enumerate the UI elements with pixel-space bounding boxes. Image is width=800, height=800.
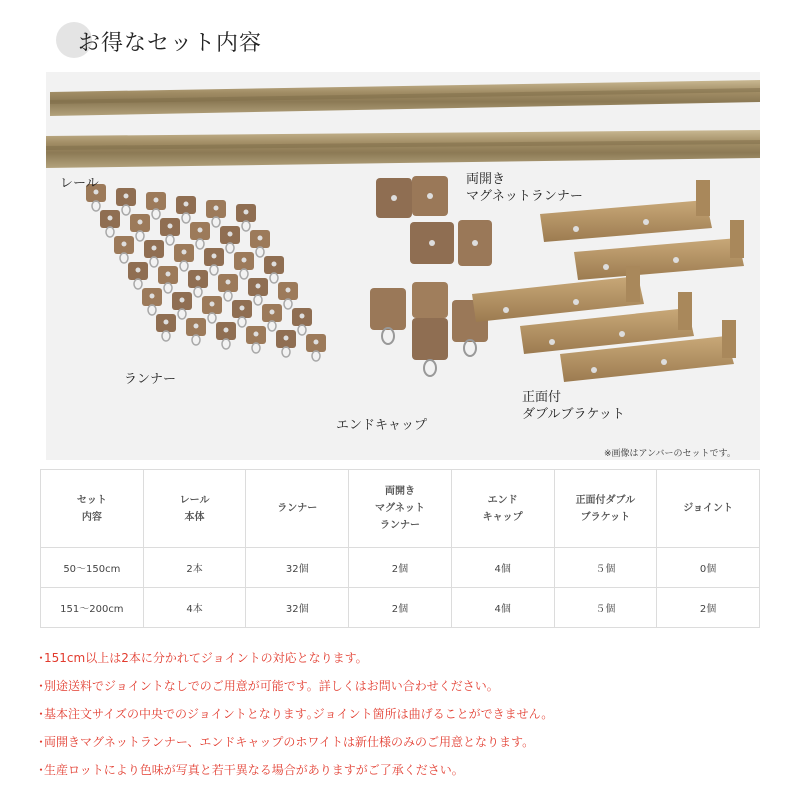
header-rail: レール 本体: [143, 470, 246, 548]
header-bracket: 正面付ダブル ブラケット: [554, 470, 657, 548]
runner-rivet: [108, 216, 113, 221]
note-item: ･生産ロットにより色味が写真と若干異なる場合がありますがご了承ください。: [38, 763, 464, 777]
label-bracket-line1: 正面付: [522, 390, 562, 405]
runner-rivet: [244, 210, 249, 215]
runner-hook: [208, 313, 216, 323]
runner-hook: [312, 351, 320, 361]
runner-hook: [120, 253, 128, 263]
section-heading: [56, 16, 356, 64]
runner-hook: [192, 335, 200, 345]
set-contents-table: [40, 469, 760, 628]
runner-rivet: [198, 228, 203, 233]
end-cap-group: [370, 282, 488, 376]
runner-rivet: [254, 332, 259, 337]
runner-hook: [222, 339, 230, 349]
runner-hook: [224, 291, 232, 301]
cell-rail: 4本: [143, 588, 246, 628]
header-joint: ジョイント: [657, 470, 760, 548]
runner-hook: [106, 227, 114, 237]
runner-hook: [226, 243, 234, 253]
runner-rivet: [240, 306, 245, 311]
cell-rail: 2本: [143, 548, 246, 588]
runner-hook: [150, 257, 158, 267]
note-item: ･別途送料でジョイントなしでのご用意が可能です。詳しくはお問い合わせください。: [38, 679, 499, 693]
header-end-cap: エンド キャップ: [451, 470, 554, 548]
label-magnet-runner-line2: マグネットランナー: [466, 189, 583, 204]
product-illustration: [46, 72, 760, 460]
cell-end-cap: 4個: [451, 548, 554, 588]
bracket-group: [472, 180, 744, 382]
runner-rivet: [314, 340, 319, 345]
runner-rivet: [258, 236, 263, 241]
runner-hook: [122, 205, 130, 215]
runner-hook: [182, 213, 190, 223]
runner-hook: [148, 305, 156, 315]
label-rail: レール: [60, 176, 99, 191]
runner-hook: [196, 239, 204, 249]
table-row: [41, 548, 760, 588]
runner-rivet: [194, 324, 199, 329]
runner-hook: [194, 287, 202, 297]
runner-hook: [210, 265, 218, 275]
rail-bar-1: [50, 80, 760, 116]
runner-hook: [92, 201, 100, 211]
label-end-cap: エンドキャップ: [336, 418, 428, 433]
runner-hook: [268, 321, 276, 331]
rail-bar-2: [46, 130, 760, 168]
cell-magnet-runner: 2個: [349, 548, 452, 588]
runner-rivet: [212, 254, 217, 259]
runner-rivet: [180, 298, 185, 303]
runner-rivet: [138, 220, 143, 225]
cell-joint: 0個: [657, 548, 760, 588]
runner-hook: [284, 299, 292, 309]
runner-rivet: [184, 202, 189, 207]
runner-rivet: [300, 314, 305, 319]
table-header-row: [41, 470, 760, 548]
runner-rivet: [150, 294, 155, 299]
runner-rivet: [226, 280, 231, 285]
label-magnet-runner-line1: 両開き: [466, 172, 506, 187]
runner-hook: [162, 331, 170, 341]
runner-hook: [152, 209, 160, 219]
runner-group: [86, 184, 326, 361]
header-runner: ランナー: [246, 470, 349, 548]
runner-rivet: [196, 276, 201, 281]
runner-rivet: [124, 194, 129, 199]
cell-bracket: ５個: [554, 588, 657, 628]
runner-hook: [178, 309, 186, 319]
header-magnet-runner: 両開き マグネット ランナー: [349, 470, 452, 548]
runner-rivet: [168, 224, 173, 229]
heading-text: お得なセット内容: [78, 31, 263, 56]
table-row: [41, 588, 760, 628]
runner-rivet: [164, 320, 169, 325]
cell-magnet-runner: 2個: [349, 588, 452, 628]
runner-rivet: [210, 302, 215, 307]
cell-size: 50〜150cm: [41, 548, 144, 588]
runner-hook: [166, 235, 174, 245]
product-photo: [46, 72, 760, 460]
cell-runner: 32個: [246, 548, 349, 588]
runner-hook: [298, 325, 306, 335]
runner-hook: [240, 269, 248, 279]
runner-hook: [164, 283, 172, 293]
runner-rivet: [136, 268, 141, 273]
label-runner: ランナー: [124, 372, 177, 387]
notes-list: [38, 648, 778, 788]
cell-joint: 2個: [657, 588, 760, 628]
cell-bracket: ５個: [554, 548, 657, 588]
runner-rivet: [224, 328, 229, 333]
runner-hook: [270, 273, 278, 283]
runner-rivet: [228, 232, 233, 237]
runner-hook: [212, 217, 220, 227]
runner-rivet: [166, 272, 171, 277]
runner-rivet: [214, 206, 219, 211]
runner-hook: [282, 347, 290, 357]
runner-rivet: [270, 310, 275, 315]
runner-hook: [134, 279, 142, 289]
runner-hook: [242, 221, 250, 231]
note-item: ･両開きマグネットランナー、エンドキャップのホワイトは新仕様のみのご用意となります。: [38, 735, 535, 749]
note-item: ･151cm以上は2本に分かれてジョイントの対応となります。: [38, 651, 368, 665]
runner-hook: [254, 295, 262, 305]
runner-rivet: [152, 246, 157, 251]
runner-rivet: [272, 262, 277, 267]
cell-size: 151〜200cm: [41, 588, 144, 628]
runner-rivet: [182, 250, 187, 255]
cell-end-cap: 4個: [451, 588, 554, 628]
photo-caption: ※画像はアンバーのセットです。: [604, 449, 736, 459]
runner-rivet: [286, 288, 291, 293]
note-item: ･基本注文サイズの中央でのジョイントとなります｡ジョイント箇所は曲げることができません。: [38, 707, 554, 721]
runner-hook: [136, 231, 144, 241]
cell-runner: 32個: [246, 588, 349, 628]
runner-hook: [256, 247, 264, 257]
runner-hook: [180, 261, 188, 271]
runner-rivet: [242, 258, 247, 263]
runner-rivet: [154, 198, 159, 203]
runner-rivet: [256, 284, 261, 289]
runner-hook: [252, 343, 260, 353]
runner-rivet: [122, 242, 127, 247]
label-bracket-line2: ダブルブラケット: [522, 407, 625, 422]
runner-hook: [238, 317, 246, 327]
header-set: セット 内容: [41, 470, 144, 548]
runner-rivet: [284, 336, 289, 341]
